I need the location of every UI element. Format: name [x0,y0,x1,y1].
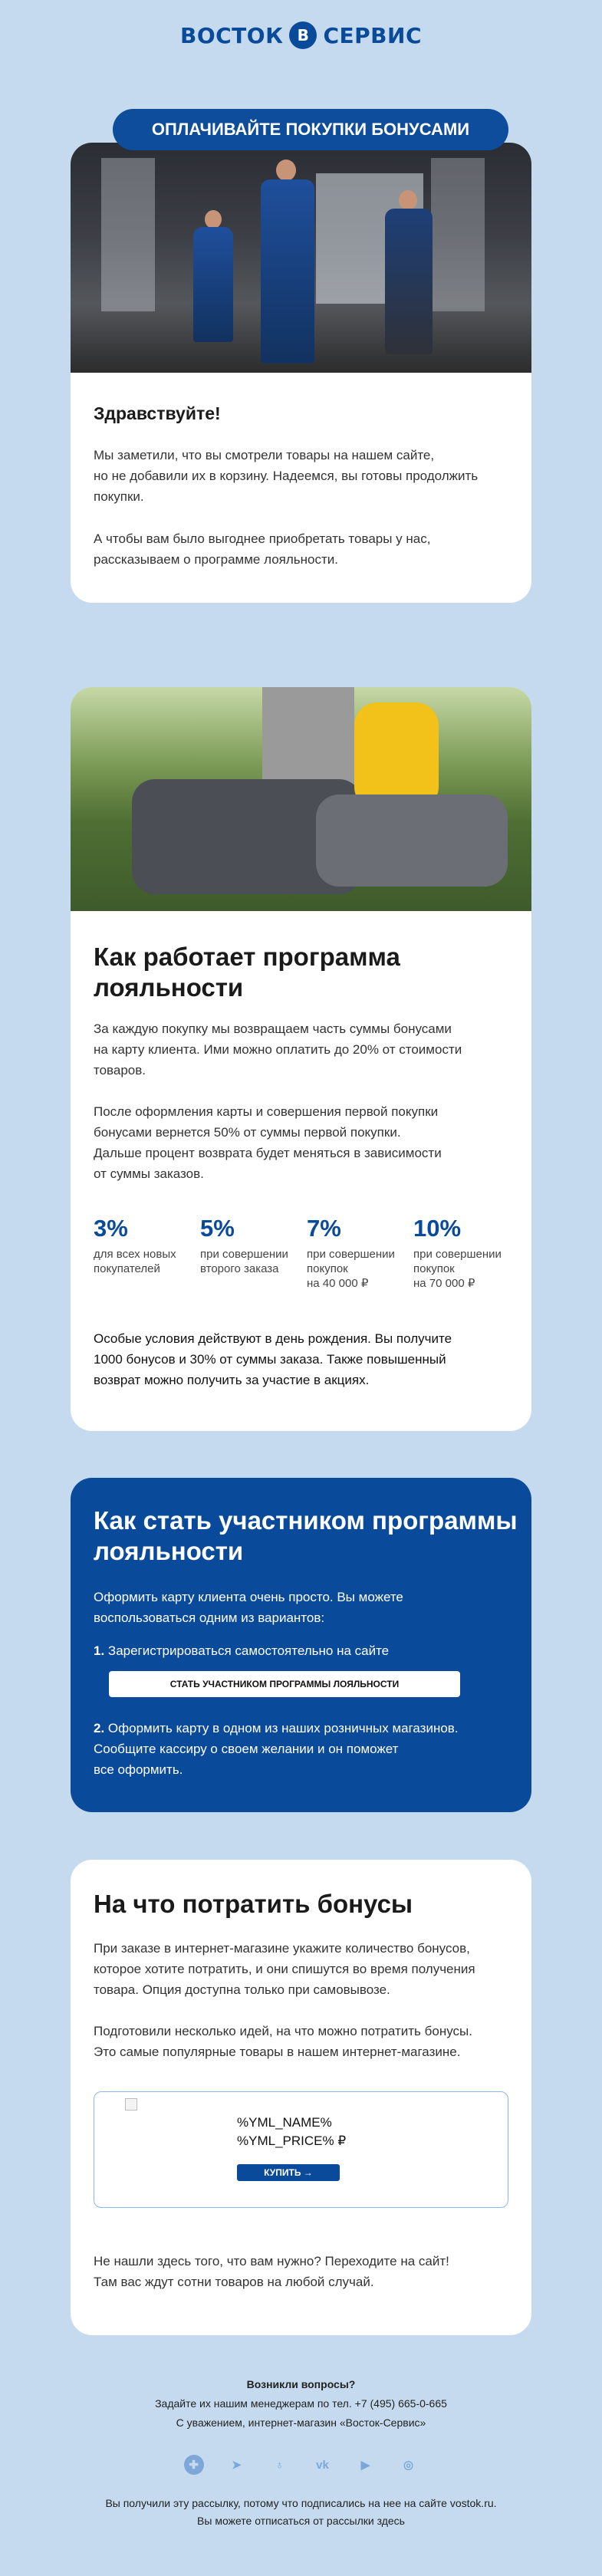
join-option-1: 1. Зарегистрироваться самостоятельно на сайте [94,1643,390,1658]
spend-paragraph-3: Не нашли здесь того, что вам нужно? Переходите на сайт! Там вас ждут сотни товаров на любой случай. [94,2254,449,2289]
unsubscribe-link[interactable]: здесь [377,2515,405,2527]
social-links [0,2455,602,2475]
join-option-2: 2. Оформить карту в одном из наших розничных магазинов. Сообщите кассиру о своем желании и он поможет все оформить. [94,1721,459,1777]
footer-questions-title: Возникли вопросы? [246,2378,356,2390]
join-card [71,1478,531,1812]
program-paragraph-1: За каждую покупку мы возвращаем часть суммы бонусами на карту клиента. Ими можно оплатить до 20% от стоимости товаров. [94,1022,462,1077]
footer-regards: С уважением, интернет-магазин «Восток-Сервис» [176,2416,426,2429]
couple-photo [71,687,531,911]
product-image-icon [125,2098,137,2110]
phone-link[interactable]: +7 (495) 665-0-665 [354,2397,447,2410]
stat-item: 10% при совершении покупок на 70 000 ₽ [413,1215,502,1290]
footer-phone-line: Задайте их нашим менеджерам по тел. +7 (495) 665-0-665 [155,2397,447,2410]
footer-unsub-line-1: Вы получили эту рассылку, потому что подписались на нее на сайте vostok.ru. [105,2497,497,2509]
spend-title: На что потратить бонусы [94,1890,413,1918]
join-title: Как стать участником программы лояльности [94,1506,518,1565]
telegram-icon[interactable]: ✚ [184,2455,204,2475]
buy-button[interactable]: КУПИТЬ → [237,2164,340,2181]
site-link[interactable]: vostok.ru. [449,2497,497,2509]
vk-icon[interactable]: vk [316,2458,329,2472]
web-icon[interactable]: ◎ [403,2459,414,2472]
program-paragraph-3: Особые условия действуют в день рождения. Вы получите 1000 бонусов и 30% от суммы заказа. Также повышенный возврат можно получить за участие в акциях. [94,1331,452,1387]
ok-icon[interactable]: ♁ [275,2458,285,2472]
stat-item: 7% при совершении покупок на 40 000 ₽ [307,1215,395,1290]
greeting-paragraph-1: Мы заметили, что вы смотрели товары на нашем сайте, но не добавили их в корзину. Надеемся, вы готовы продолжить покупки. [94,448,479,504]
greeting-title: Здравствуйте! [94,403,221,423]
greeting-paragraph-2: А чтобы вам было выгоднее приобретать товары у нас, рассказываем о программе лояльности. [94,531,431,567]
banner-title: ОПЛАЧИВАЙТЕ ПОКУПКИ БОНУСАМИ [113,109,508,150]
logo-text-left: ВОСТОК [179,22,284,48]
stat-item: 5% при совершении второго заказа [200,1215,288,1275]
product-card[interactable] [94,2091,508,2208]
spend-paragraph-2: Подготовили несколько идей, на что можно потратить бонусы. Это самые популярные товары в нашем интернет-магазине. [94,2024,472,2059]
stats-row [94,1215,523,1291]
program-card [71,687,531,1431]
logo-text-right: СЕРВИС [323,22,422,48]
logo-mark-icon: В [289,21,317,49]
footer-unsub-line-2: Вы можете отписаться от рассылки здесь [197,2515,405,2527]
stat-item: 3% для всех новых покупателей [94,1215,176,1275]
greeting-card [71,143,531,603]
program-title: Как работает программа лояльности [94,943,400,1002]
product-name: %YML_NAME% [237,2115,332,2130]
spend-card [71,1860,531,2335]
footer-contacts [0,2375,602,2433]
join-intro: Оформить карту клиента очень просто. Вы можете воспользоваться одним из вариантов: [94,1590,403,1625]
product-info [237,2114,346,2150]
logo[interactable] [0,21,602,49]
product-price: %YML_PRICE% ₽ [237,2134,347,2148]
program-paragraph-2: После оформления карты и совершения первой покупки бонусами вернется 50% от суммы первой покупки. Дальше процент возврата будет меняться в зависимости от суммы заказов. [94,1104,442,1181]
spend-paragraph-1: При заказе в интернет-магазине укажите количество бонусов, которое хотите потратить, и они спишутся во время получения товара. Опция доступна только при самовывозе. [94,1941,475,1997]
send-icon[interactable]: ➤ [232,2459,242,2472]
join-program-button[interactable]: СТАТЬ УЧАСТНИКОМ ПРОГРАММЫ ЛОЯЛЬНОСТИ [109,1671,460,1697]
footer-unsubscribe [0,2495,602,2530]
youtube-icon[interactable]: ▶ [360,2459,370,2472]
workers-photo [71,143,531,373]
